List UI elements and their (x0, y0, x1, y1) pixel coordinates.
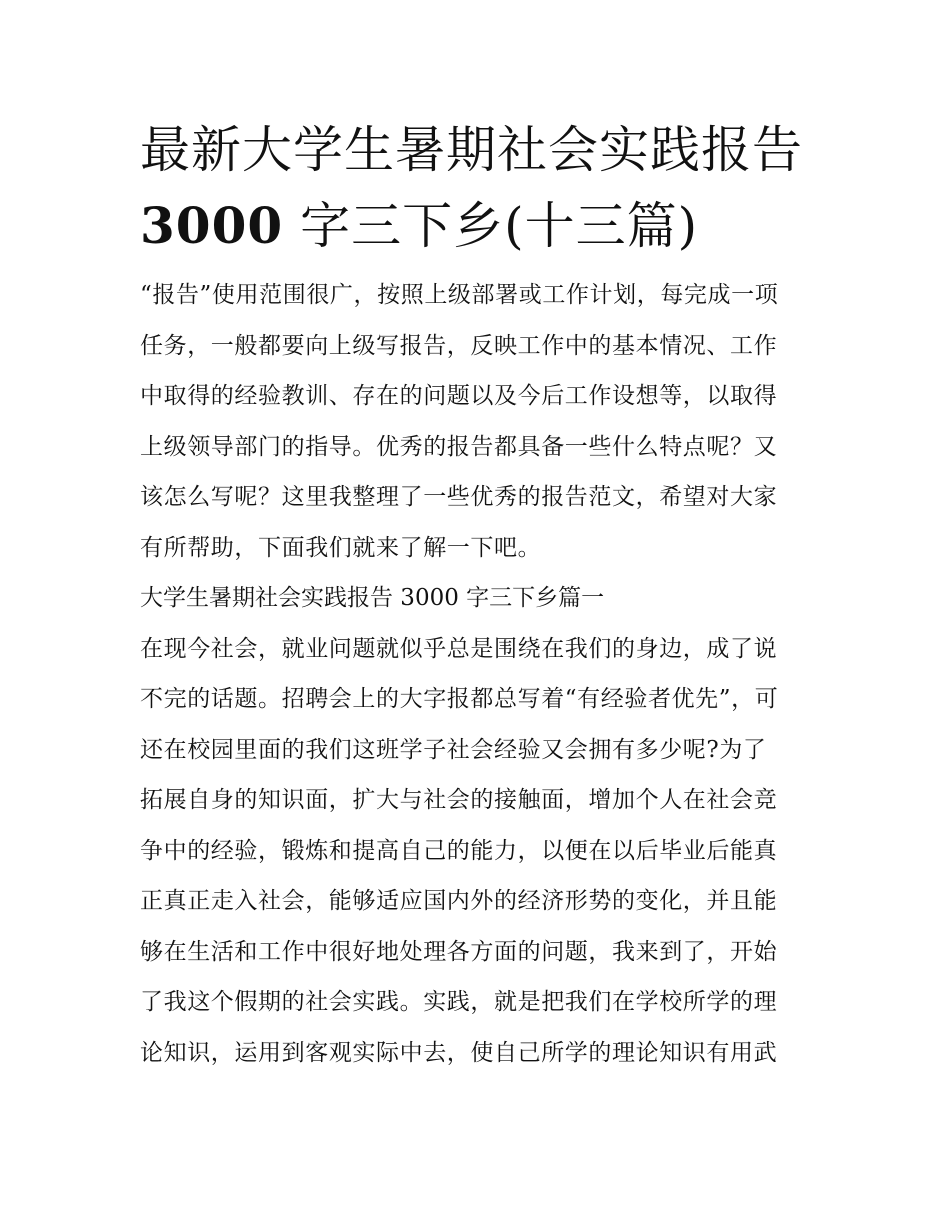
body-line: 还在校园里面的我们这班学子社会经验又会拥有多少呢?为了 (140, 736, 767, 763)
intro-line: 上级领导部门的指导。优秀的报告都具备一些什么特点呢？又 (140, 433, 778, 460)
title-line-1: 最新大学生暑期社会实践报告 (140, 121, 803, 179)
body-line: 拓展自身的知识面，扩大与社会的接触面，增加个人在社会竞 (140, 787, 778, 813)
intro-paragraph (140, 270, 812, 573)
body-paragraph (140, 624, 812, 1079)
body-line: 了我这个假期的社会实践。实践，就是把我们在学校所学的理 (140, 989, 778, 1015)
body-line: 争中的经验，锻炼和提高自己的能力，以便在以后毕业后能真 (140, 837, 778, 864)
body-line: 论知识，运用到客观实际中去，使自己所学的理论知识有用武 (140, 1039, 778, 1066)
body-line: 不完的话题。招聘会上的大字报都总写着“有经验者优先”，可 (140, 686, 779, 712)
section-heading: 大学生暑期社会实践报告 3000 字三下乡篇一 (140, 585, 605, 611)
intro-line: 有所帮助，下面我们就来了解一下吧。 (140, 534, 542, 561)
body-line: 正真正走入社会，能够适应国内外的经济形势的变化，并且能 (140, 888, 778, 914)
intro-line: “报告”使用范围很广，按照上级部署或工作计划，每完成一项 (140, 282, 779, 308)
intro-line: 任务，一般都要向上级写报告，反映工作中的基本情况、工作 (140, 332, 778, 359)
intro-line: 中取得的经验教训、存在的问题以及今后工作设想等，以取得 (140, 383, 778, 409)
intro-line: 该怎么写呢？这里我整理了一些优秀的报告范文，希望对大家 (140, 484, 778, 510)
title-number: 3000 (140, 196, 284, 255)
title-line-2-text: 字三下乡(十三篇) (283, 197, 699, 255)
title-line-2 (140, 188, 812, 264)
body-line: 够在生活和工作中很好地处理各方面的问题，我来到了，开始 (140, 938, 778, 965)
document-title (140, 112, 812, 264)
body-line: 在现今社会，就业问题就似乎总是围绕在我们的身边，成了说 (140, 635, 778, 662)
document-page (140, 112, 812, 1078)
